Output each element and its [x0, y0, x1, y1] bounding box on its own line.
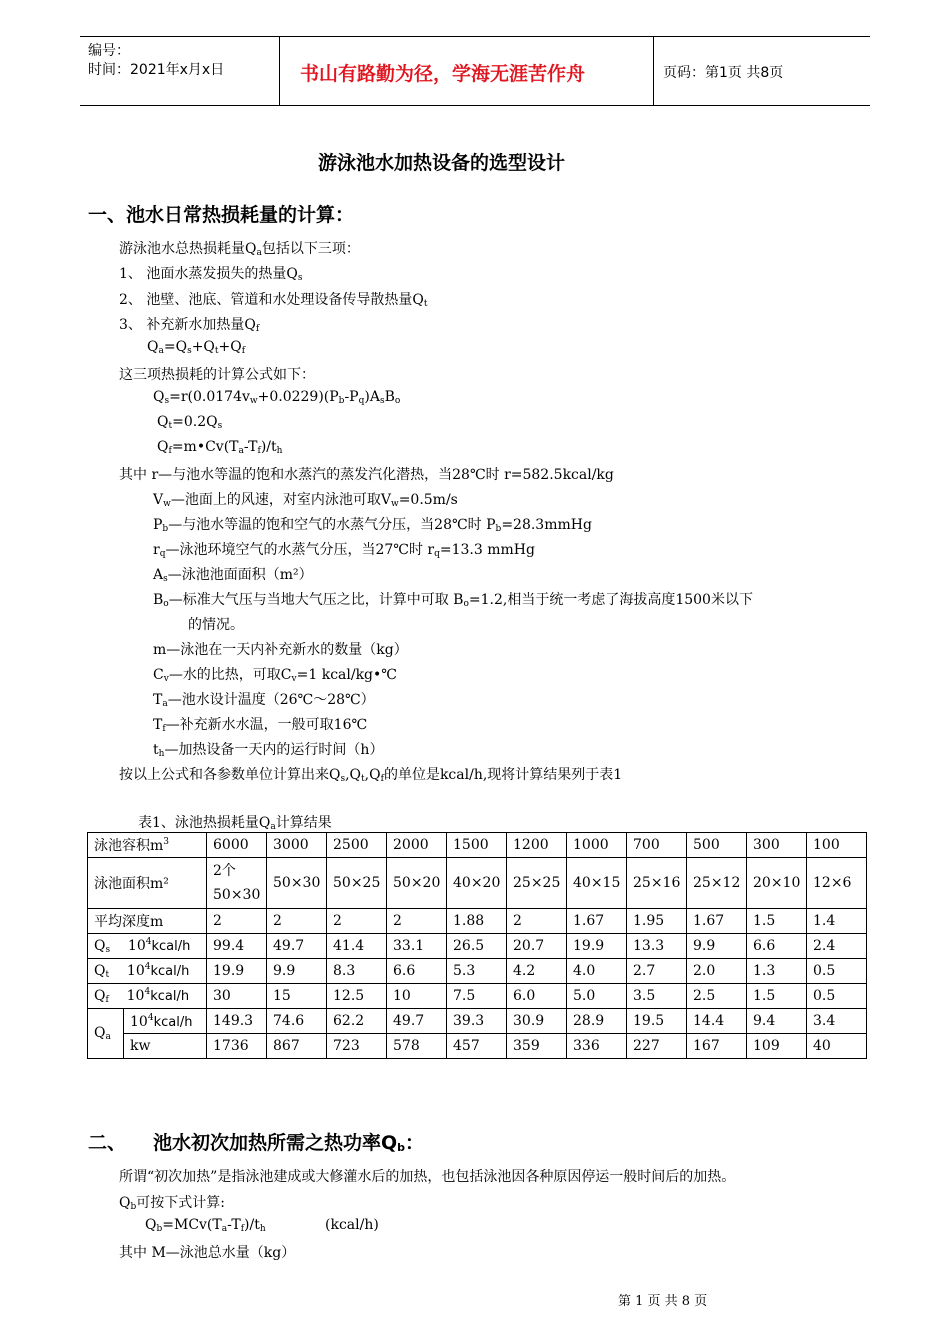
- table-cell: 50×30: [267, 858, 327, 909]
- table-cell: 3.4: [807, 1009, 867, 1034]
- table-cell: 49.7: [387, 1009, 447, 1034]
- table-cell: 2: [267, 909, 327, 934]
- table-cell: 2个 50×30: [207, 858, 267, 909]
- table-cell: 578: [387, 1034, 447, 1059]
- table-cell: 2.5: [687, 984, 747, 1009]
- table-cell: 109: [747, 1034, 807, 1059]
- table-cell: 41.4: [327, 934, 387, 959]
- table-cell: 300: [747, 833, 807, 858]
- table-cell: 39.3: [447, 1009, 507, 1034]
- table-cell: 20×10: [747, 858, 807, 909]
- table-cell: 4.0: [567, 959, 627, 984]
- table-cell: 3000: [267, 833, 327, 858]
- table-cell: 15: [267, 984, 327, 1009]
- header-divider: [279, 37, 280, 105]
- definition-bo: $B_o—$标准大气压与当地大气压之比，计算中可取 $B_o=1.2$,相当于统一考虑了海拔高度1500米以下: [153, 592, 753, 609]
- table-cell: 28.9: [567, 1009, 627, 1034]
- section-2-number: 二、: [88, 1132, 127, 1154]
- row-label: $Q_s$ $10^4kcal/h$: [88, 934, 207, 959]
- definition-tf: $T_f—$补充新水水温，一般可取16℃: [153, 717, 368, 734]
- table-cell: 457: [447, 1034, 507, 1059]
- table-cell: 2: [207, 909, 267, 934]
- table-cell: 867: [267, 1034, 327, 1059]
- page-footer: 第 1 页 共 8 页: [618, 1294, 708, 1309]
- definition-ta: $T_a—$池水设计温度（26℃～28℃）: [153, 692, 375, 709]
- table-cell: 1.3: [747, 959, 807, 984]
- table-cell: 40: [807, 1034, 867, 1059]
- section-2-heading: 池水初次加热所需之热功率$Q_b$：: [153, 1132, 425, 1154]
- table-cell: 20.7: [507, 934, 567, 959]
- header-table: [80, 36, 870, 106]
- table-caption: 表1、泳池热损耗量$Q_a$计算结果: [138, 815, 332, 832]
- definition-th: $t_h—$加热设备一天内的运行时间（h）: [153, 742, 384, 759]
- definition-pb: $P_b—$与池水等温的饱和空气的水蒸气分压，当28℃时 $P_b=28.3mmHg$: [153, 517, 592, 534]
- row-label: $Q_f$ $10^4kcal/h$: [88, 984, 207, 1009]
- table-cell: 62.2: [327, 1009, 387, 1034]
- table-cell: 6.0: [507, 984, 567, 1009]
- table-cell: 14.4: [687, 1009, 747, 1034]
- header-motto: 书山有路勤为径，学海无涯苦作舟: [300, 63, 586, 85]
- table-cell: 9.9: [687, 934, 747, 959]
- table-cell: 1.5: [747, 984, 807, 1009]
- formula-qt: $Q_t=0.2Q_s$: [157, 414, 223, 431]
- table-cell: 19.9: [567, 934, 627, 959]
- definition-rq: $r_q—$泳池环境空气的水蒸气分压，当27℃时 $r_q=13.3$ mmHg: [153, 542, 535, 559]
- table-cell: 19.5: [627, 1009, 687, 1034]
- table-cell: 1000: [567, 833, 627, 858]
- result-line: 按以上公式和各参数单位计算出来$Q_s,Q_t,Q_f$的单位是kcal/h,现将计算结果列于表1: [119, 767, 623, 784]
- list-item: 2、 池壁、池底、管道和水处理设备传导散热量$Q_t$: [119, 292, 428, 309]
- table-row: [88, 959, 867, 984]
- table-cell: 2: [327, 909, 387, 934]
- table-cell: 50×20: [387, 858, 447, 909]
- table-cell: 26.5: [447, 934, 507, 959]
- table-cell: 2: [507, 909, 567, 934]
- table-cell: 1.67: [687, 909, 747, 934]
- formula-unit: (kcal/h): [325, 1217, 379, 1233]
- table-cell: 33.1: [387, 934, 447, 959]
- definition-as: $A_s—$泳池池面面积（m²）: [153, 567, 313, 584]
- table-cell: 2000: [387, 833, 447, 858]
- table-cell: 359: [507, 1034, 567, 1059]
- paragraph: 所谓“初次加热”是指泳池建成或大修灌水后的加热，也包括泳池因各种原因停运一般时间后的加热。: [119, 1169, 736, 1185]
- table-cell: 6.6: [387, 959, 447, 984]
- table-cell: 100: [807, 833, 867, 858]
- table-cell: 40×15: [567, 858, 627, 909]
- serial-label: 编号：: [88, 43, 130, 59]
- table-cell: 2.4: [807, 934, 867, 959]
- table-cell: 1.5: [747, 909, 807, 934]
- list-item: 1、 池面水蒸发损失的热量$Q_s$: [119, 266, 303, 283]
- formula-qb: $Q_b=MCv(T_a-T_f)/t_h$: [145, 1217, 266, 1234]
- table-cell: 40×20: [447, 858, 507, 909]
- table-cell: 9.9: [267, 959, 327, 984]
- table-row: [88, 833, 867, 858]
- formula-intro: 这三项热损耗的计算公式如下：: [119, 367, 315, 383]
- table-row: [88, 909, 867, 934]
- page-info: 页码：第1页 共8页: [663, 65, 784, 81]
- table-cell: 167: [687, 1034, 747, 1059]
- table-cell: 3.5: [627, 984, 687, 1009]
- table-cell: 6000: [207, 833, 267, 858]
- formula-qs: $Q_s=r(0.0174v_w+0.0229)(P_b-P_q)A_sB_o$: [153, 389, 401, 406]
- row-label: $Q_t$ $10^4kcal/h$: [88, 959, 207, 984]
- table-cell: 2: [387, 909, 447, 934]
- table-cell: 500: [687, 833, 747, 858]
- page-title: 游泳池水加热设备的选型设计: [318, 152, 566, 174]
- paragraph: $Q_b$可按下式计算:: [119, 1195, 225, 1212]
- formula-qf: $Q_f=m•Cv(T_a-T_f)/t_h$: [157, 439, 283, 456]
- table-cell: 0.5: [807, 984, 867, 1009]
- table-cell: 2.7: [627, 959, 687, 984]
- table-row: [88, 858, 867, 909]
- table-cell: 10: [387, 984, 447, 1009]
- table-row: [88, 1034, 867, 1059]
- definition-vw: $V_w—$池面上的风速，对室内泳池可取$V_w=0.5m/s$: [153, 492, 458, 509]
- table-cell: 0.5: [807, 959, 867, 984]
- definition-m: m—泳池在一天内补充新水的数量（kg）: [153, 642, 408, 658]
- table-cell: 723: [327, 1034, 387, 1059]
- table-cell: 1.88: [447, 909, 507, 934]
- table-cell: 700: [627, 833, 687, 858]
- heat-loss-table: [87, 832, 867, 1059]
- table-cell: 13.3: [627, 934, 687, 959]
- list-item: 3、 补充新水加热量$Q_f$: [119, 317, 260, 334]
- table-cell: 1200: [507, 833, 567, 858]
- table-cell: 25×16: [627, 858, 687, 909]
- table-cell: 25×25: [507, 858, 567, 909]
- table-cell: 30: [207, 984, 267, 1009]
- unit-cell: $10^4kcal/h$: [124, 1009, 207, 1034]
- table-cell: 74.6: [267, 1009, 327, 1034]
- table-cell: 25×12: [687, 858, 747, 909]
- sum-formula: $Q_a=Q_s+Q_t+Q_f$: [147, 339, 246, 356]
- table-cell: 336: [567, 1034, 627, 1059]
- intro-line: 游泳池水总热损耗量$Q_a$包括以下三项：: [119, 241, 360, 258]
- table-cell: 4.2: [507, 959, 567, 984]
- table-cell: 5.0: [567, 984, 627, 1009]
- definition-bo-cont: 的情况。: [188, 617, 244, 633]
- table-cell: 7.5: [447, 984, 507, 1009]
- row-label: 泳池容积$m^3$: [88, 833, 207, 858]
- row-label: 泳池面积m²: [88, 858, 207, 909]
- definition-cv: $C_v—$水的比热，可取$C_v=1$ kcal/kg•℃: [153, 667, 397, 684]
- table-cell: 1500: [447, 833, 507, 858]
- table-cell: 49.7: [267, 934, 327, 959]
- table-cell: 6.6: [747, 934, 807, 959]
- row-label: 平均深度m: [88, 909, 207, 934]
- table-row: [88, 984, 867, 1009]
- table-row: [88, 934, 867, 959]
- header-divider: [653, 37, 654, 105]
- table-cell: 1.4: [807, 909, 867, 934]
- table-cell: 8.3: [327, 959, 387, 984]
- table-cell: 50×25: [327, 858, 387, 909]
- table-cell: 2500: [327, 833, 387, 858]
- table-cell: 30.9: [507, 1009, 567, 1034]
- table-row: [88, 1009, 867, 1034]
- table-cell: 1.67: [567, 909, 627, 934]
- table-cell: 1736: [207, 1034, 267, 1059]
- table-cell: 149.3: [207, 1009, 267, 1034]
- table-cell: 19.9: [207, 959, 267, 984]
- definition-r: 其中 r—与池水等温的饱和水蒸汽的蒸发汽化潜热，当28℃时 r=582.5kcal/kg: [119, 467, 614, 483]
- table-cell: 9.4: [747, 1009, 807, 1034]
- table-cell: 12.5: [327, 984, 387, 1009]
- table-cell: 5.3: [447, 959, 507, 984]
- table-cell: 1.95: [627, 909, 687, 934]
- row-label: $Q_a$: [88, 1009, 124, 1059]
- table-cell: 227: [627, 1034, 687, 1059]
- definition-M: 其中 M—泳池总水量（kg）: [119, 1245, 296, 1261]
- table-cell: 99.4: [207, 934, 267, 959]
- table-cell: 2.0: [687, 959, 747, 984]
- section-1-heading: 一、池水日常热损耗量的计算：: [88, 204, 355, 226]
- date-label: 时间：2021年x月x日: [88, 62, 225, 78]
- unit-cell: kw: [124, 1034, 207, 1059]
- table-cell: 12×6: [807, 858, 867, 909]
